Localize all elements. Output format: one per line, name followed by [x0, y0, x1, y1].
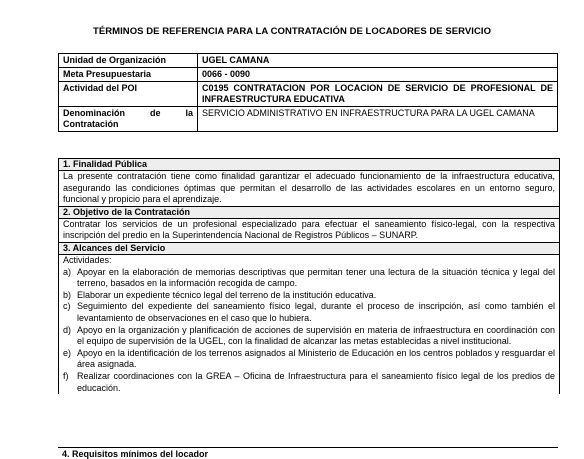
- info-label: Unidad de Organización: [59, 54, 198, 68]
- list-item-text: Seguimiento del expediente del saneamiento físico legal, durante el proceso de inscripción, así como también el levantamiento de observaciones en el caso que lo hubiera.: [77, 301, 555, 323]
- info-value: C0195 CONTRATACION POR LOCACION DE SERVICIO DE PROFESIONAL DE INFRAESTRUCTURA EDUCATIVA: [198, 82, 558, 107]
- activities-label: Actividades:: [63, 254, 112, 265]
- list-item-text: Realizar coordinaciones con la GREA – Oficina de Infraestructura para el saneamiento físico legal de los predios de educación.: [77, 370, 555, 393]
- list-item-letter: e): [63, 347, 72, 358]
- info-value: UGEL CAMANA: [198, 54, 558, 68]
- section-text-finalidad: La presente contratación tiene como finalidad garantizar el adecuado funcionamiento de la infraestructura educativa, asegurando las condiciones óptimas que permitan el desarrollo de las actividades escolares en un entorno seguro, funcional y propicio para el aprendizaje.: [63, 171, 555, 205]
- list-item-letter: a): [63, 266, 72, 277]
- info-row-unidad: [59, 54, 558, 68]
- list-item-letter: f): [63, 370, 69, 381]
- list-item-letter: d): [63, 324, 72, 335]
- list-item: [59, 290, 559, 302]
- info-value: 0066 - 0090: [198, 68, 558, 82]
- info-row-actividad: [59, 82, 558, 107]
- list-item-text: Apoyo en la organización y planificación de acciones de supervisión en materia de infraestructura en coordinación con el equipo de supervisión de la UGEL, con la finalidad de alcanzar las metas establecidas a nivel institucional.: [77, 324, 555, 347]
- list-item-letter: c): [63, 301, 71, 312]
- info-value: SERVICIO ADMINISTRATIVO EN INFRAESTRUCTURA PARA LA UGEL CAMANA: [198, 107, 558, 132]
- section-heading-requisitos: 4. Requisitos mínimos del locador: [58, 447, 558, 459]
- info-table: [58, 53, 558, 132]
- info-row-meta: [59, 68, 558, 82]
- list-item: [59, 301, 559, 324]
- section-text-objetivo: Contratar los servicios de un profesional especializado para efectuar el saneamiento físico-legal, con la respectiva inscripción del predio en la Superintendencia Nacional de Registros Públicos – SUNARP.: [63, 218, 555, 241]
- list-item: [59, 325, 559, 348]
- section-heading-objetivo: 2. Objetivo de la Contratación: [59, 206, 559, 219]
- info-row-denominacion: [59, 107, 558, 132]
- list-item-text: Apoyar en la elaboración de memorias descriptivas que permitan tener una lectura de la situación técnica y legal del terreno, basados en la información recogida de campo.: [77, 266, 555, 289]
- section-heading-finalidad: 1. Finalidad Pública: [59, 159, 559, 171]
- section-heading-alcances: 3. Alcances del Servicio: [59, 242, 559, 255]
- list-item: [59, 371, 559, 394]
- list-item: [59, 348, 559, 371]
- info-label: Actividad del POI: [59, 82, 198, 107]
- list-item-text: Elaborar un expediente técnico legal del terreno de la institución educativa.: [77, 289, 377, 300]
- info-label: Meta Presupuestaria: [59, 68, 198, 82]
- info-label: Denominación de la Contratación: [59, 107, 198, 132]
- list-item-letter: b): [63, 289, 72, 300]
- document-title: TÉRMINOS DE REFERENCIA PARA LA CONTRATACIÓN DE LOCADORES DE SERVICIO: [92, 26, 492, 37]
- list-item-text: Apoyo en la identificación de los terrenos asignados al Ministerio de Educación en los centros poblados y resguardar el área asignada.: [77, 347, 555, 370]
- list-item: [59, 267, 559, 290]
- sections-table: [58, 158, 560, 394]
